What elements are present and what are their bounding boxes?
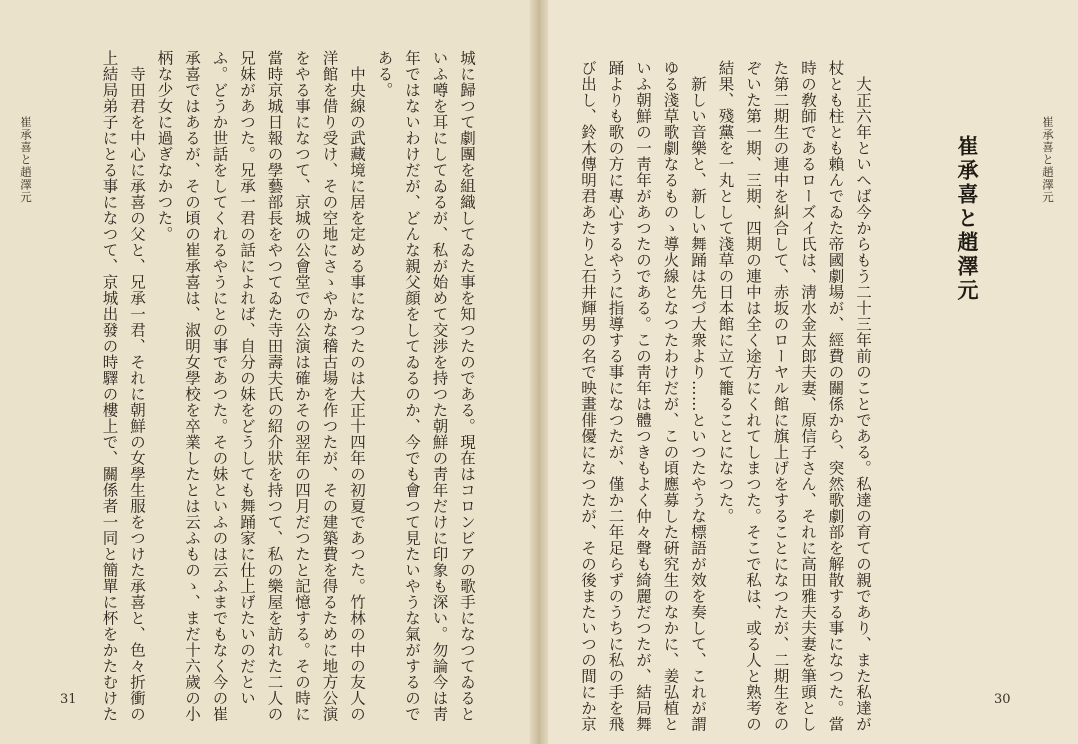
text-line: いふ噂を耳にしてゐるが、私が始めて交渉を持つた朝鮮の靑年だけに印象も深い。勿論今は靑: [430, 50, 449, 722]
text-line: 寺田君を中心に承喜の父と、兄承一君、それに朝鮮の女學生服をつけた承喜と、色々折衝の: [128, 50, 146, 722]
text-line: 當時京城日報の學藝部長をやつてゐた寺田壽夫氏の紹介狀を持つて、私の樂屋を訪れた二人の: [265, 50, 284, 722]
chapter-title: 崔承喜と趙澤元: [955, 135, 980, 303]
text-line: 時の敎師であるローズイ氏は、淸水金太郎夫妻、原信子さん、それに高田雅夫夫妻を筆頭とし: [799, 60, 817, 732]
text-line: 兄妹があつた。兄承一君の話によれば、自分の妹をどうしても舞踊家に仕上げたいのだとい: [238, 50, 256, 706]
text-line: 洋館を借り受け、その空地にさゝやかな稽古場を作つたが、その建築費を得るために地方公演: [320, 50, 339, 722]
page-number-left: 31: [60, 692, 77, 707]
text-line: 承喜ではあるが、その頃の崔承喜は、淑明女學校を卒業したとは云ふものゝ、まだ十六歲の小: [183, 50, 201, 722]
text-line: いふ朝鮮の一靑年があつたのである。この靑年は體つきもよく仲々聲も綺麗だつたが、結局舞: [634, 60, 652, 732]
text-line: 中央線の武藏境に居を定める事になつたのは大正十四年の初夏であつた。竹林の中の友人の: [348, 50, 366, 722]
text-line: 上結局弟子にとる事になつて、京城出發の時驛の樓上で、關係者一同と簡單に杯をかたむけた: [100, 50, 119, 722]
text-line: 新しい音樂と、新しい舞踊は先づ大衆より……といつたやうな標語が效を奏して、これが謂: [689, 60, 707, 732]
text-line: をやる事になつて、京城の公會堂での公演は確かその翌年の四月だつたと記憶する。その時に: [293, 50, 311, 722]
body-text-right: [576, 60, 876, 732]
text-line: 大正六年といへば今からもう二十三年前のことである。私達の育ての親であり、また私達が: [854, 60, 872, 732]
text-line: 柄な少女に過ぎなかつた。: [155, 50, 174, 242]
text-line: 城に歸つて劇團を組織してゐた事を知つたのである。現在はコロンビアの歌手になつてゐると: [458, 50, 476, 722]
right-page: [542, 0, 1078, 744]
running-head-left: 崔承喜と趙澤元: [19, 116, 33, 204]
text-line: ある。: [375, 50, 394, 98]
text-line: 杖とも柱とも賴んでゐた帝國劇場が、經費の關係から、突然歌劇部を解散する事になつた。當: [826, 60, 845, 732]
text-line: た第二期生の連中を糾合して、赤坂のローヤル館に旗上げをすることになつたが、二期生をの: [771, 60, 790, 732]
text-line: 年ではないわけだが、どんな親父顔をしてゐるのか、今でも會つて見たいやうな氣がするので: [403, 50, 421, 722]
text-line: ぞいた第一期、三期、四期の連中は全く途方にくれてしまつた。そこで私は、或る人と熟考の: [744, 60, 762, 732]
page-number-right: 30: [994, 692, 1011, 707]
book-gutter: [530, 0, 548, 744]
text-line: ゆる淺草歌劇なるものゝ導火線となつたわけだが、この頃應募した硏究生のなかに、姜弘植と: [661, 60, 680, 732]
text-line: び出し、鈴木傳明君あたりと石井輝男の名で映畫俳優になつたが、その後またいつの間にか京: [579, 60, 597, 732]
running-head-right: 崔承喜と趙澤元: [1041, 116, 1055, 204]
left-page: [0, 0, 536, 744]
text-line: ふ。どうか世話をしてくれるやうにとの事であつた。その妹といふのは云ふまでもなく今の崔: [210, 50, 229, 722]
body-text-left: [70, 50, 480, 722]
text-line: 結果、殘黨を一丸として淺草の日本館に立て籠ることになつた。: [716, 60, 735, 524]
text-line: 踊よりも歌の方に專心するやうに指導する事になつたが、僅か二年足らずのうちに私の手を飛: [606, 60, 625, 732]
